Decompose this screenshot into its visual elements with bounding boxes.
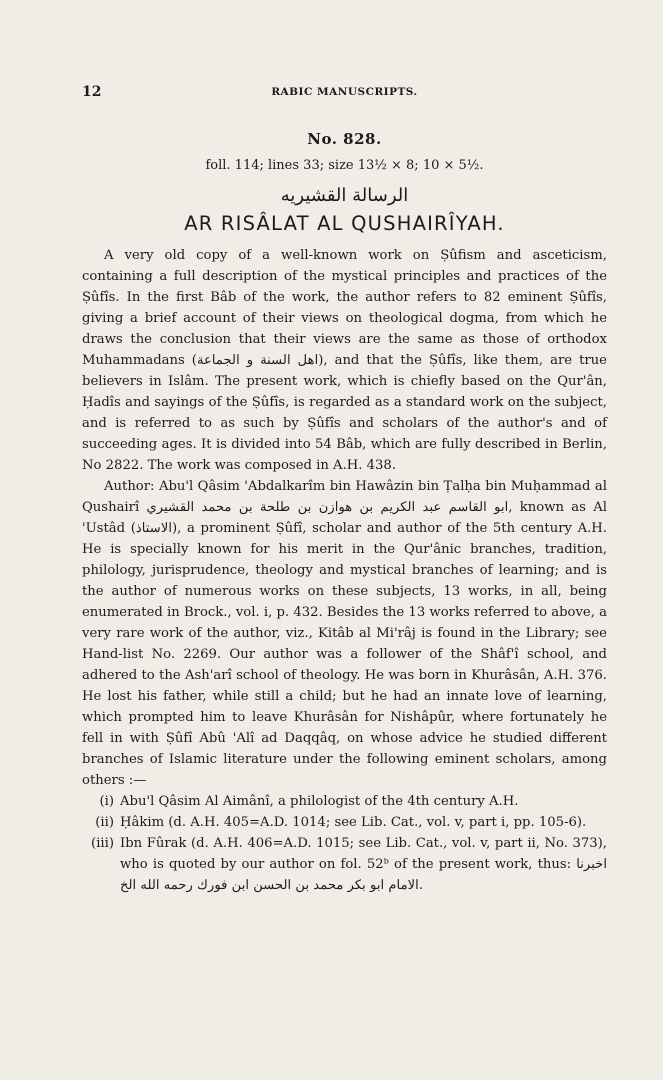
description-paragraph: A very old copy of a well-known work on Ṣûfism and asceticism, containing a full description of the mystical principles and practices of the Ṣûfîs. In the first Bâb of the work, the author refers to 82 eminent Ṣûfîs, giving a brief account of their views on theological dogma, from which he draws the conclusion that their views are the same as those of orthodox Muhammadans (اهل السنة و الجماعة), and that the Ṣûfîs, like them, are true believers in Islâm. The present work, which is chiefly based on the Qur'ân, Ḥadîs and sayings of the Ṣûfîs, is regarded as a standard work on the subject, and is referred to as such by Ṣûfîs and scholars of the author's and of succeeding ages. It is divided into 54 Bâb, which are fully described in Berlin, No 2822. The work was composed in A.H. 438.: [82, 248, 607, 473]
arabic-title: الرسالة القشيريه: [280, 185, 409, 206]
list-marker: (iii): [91, 836, 114, 851]
page-header: [82, 84, 607, 108]
list-text: Abu'l Qâsim Al Aimânî, a philologist of the 4th century A.H.: [120, 794, 519, 809]
entry-number: No. 828.: [307, 130, 382, 148]
list-marker: (ii): [95, 815, 114, 830]
list-text: Ibn Fûrak (d. A.H. 406=A.D. 1015; see Lib. Cat., vol. v, part ii, No. 373), who is quoted by our author on fol. 52ᵇ of the present work, thus: اخبرنا الامام ابو بكر محمد بن الحسن ابن فورك رحمه الله الخ.: [120, 836, 607, 893]
list-text: Ḥâkim (d. A.H. 405=A.D. 1014; see Lib. Cat., vol. v, part i, pp. 105-6).: [120, 815, 587, 830]
author-paragraph: Author: Abu'l Qâsim 'Abdalkarîm bin Hawâzin bin Ṭalḥa bin Muḥammad al Qushairî ابو القاسم عبد الكريم بن هوازن بن طلحة بن محمد القشيري, known as Al 'Ustâd (الاستاذ), a prominent Ṣûfî, scholar and author of the 5th century A.H. He is specially known for his merit in the Qur'ânic branches, tradition, philology, jurisprudence, theology and mystical branches of learning; and is the author of numerous works on these subjects, 13 works, in all, being enumerated in Brock., vol. i, p. 432. Besides the 13 works referred to above, a very rare work of the author, viz., Kitâb al Mi'râj is found in the Library; see Hand-list No. 2269. Our author was a follower of the Shâf'î school, and adhered to the Ash'arî school of theology. He was born in Khurâsân, A.H. 376. He lost his father, while still a child; but he had an innate love of learning, which prompted him to leave Khurâsân for Nishâpûr, where fortunately he fell in with Ṣûfî Abû 'Alî ad Daqqâq, on whose advice he studied different branches of Islamic literature under the following eminent scholars, among others :—: [82, 479, 607, 788]
list-marker: (i): [99, 794, 114, 809]
work-title: AR RISÂLAT AL QUSHAIRÎYAH.: [184, 212, 505, 235]
description-body: [82, 245, 607, 791]
running-head: RABIC MANUSCRIPTS.: [271, 86, 418, 98]
page-number: 12: [82, 84, 102, 100]
manuscript-specs: foll. 114; lines 33; size 13½ × 8; 10 × 5½.: [205, 158, 484, 173]
teachers-list: [82, 791, 607, 896]
list-item: [82, 791, 607, 812]
list-item: [82, 833, 607, 896]
list-item: [82, 812, 607, 833]
